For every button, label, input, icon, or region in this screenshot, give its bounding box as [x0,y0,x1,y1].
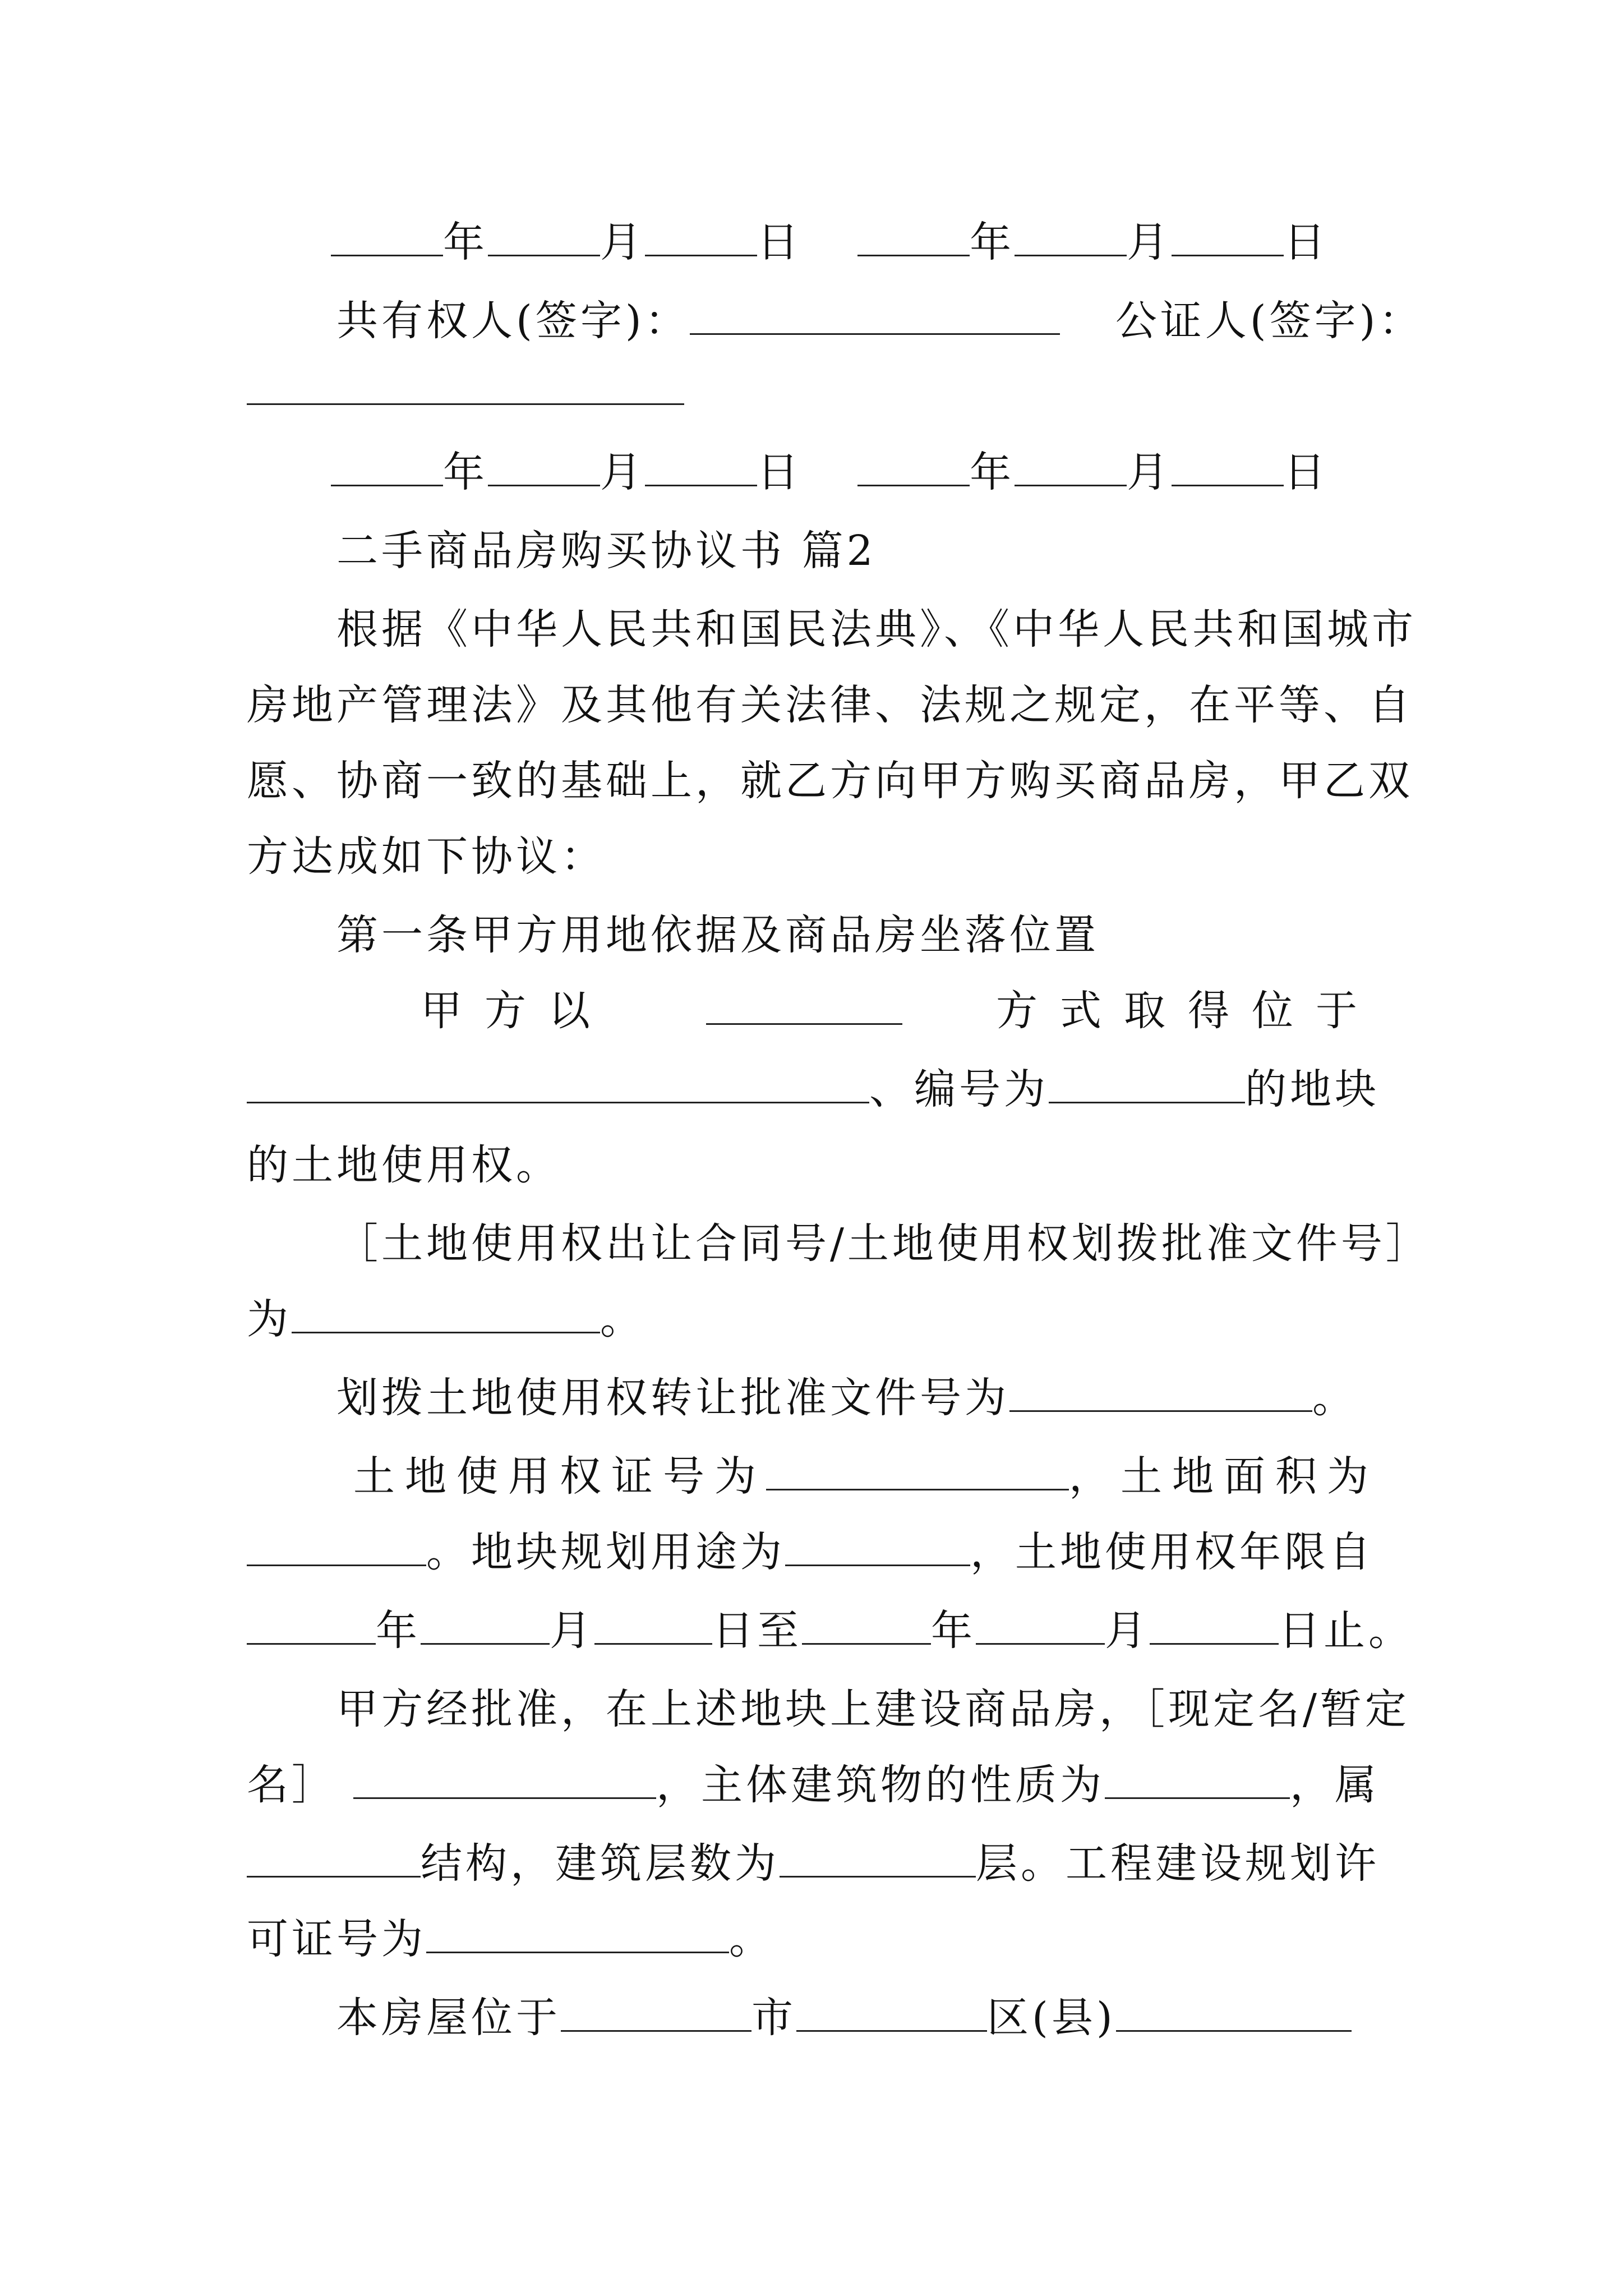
floors-text: 层。工程建设规划许 [976,1839,1380,1888]
day-to-label: 日至 [712,1607,802,1655]
period-text: 。 [1312,1374,1357,1422]
day-label: 日 [757,448,802,496]
section-heading: 二手商品房购买协议书 篇2 [336,527,877,575]
month-label: 月 [550,1607,594,1655]
co-owner-signature-blank [690,329,1060,335]
contract-number-value-line [247,1295,645,1343]
day-label: 日 [1284,448,1329,496]
name-text: 名］ [247,1761,336,1809]
location-line [336,1994,1352,2042]
city-text: 市 [751,1994,796,2042]
signature-row [336,297,1424,345]
month-label: 月 [1127,218,1172,266]
structure-line [247,1839,1380,1888]
day-label: 日 [1284,218,1329,266]
nature-text: ，主体建筑物的性质为 [656,1761,1105,1809]
intro-line-2: 房地产管理法》及其他有关法律、法规之规定，在平等、自 [247,681,1413,729]
district-text: 区(县) [987,1994,1116,2042]
party-a-text: 甲方以 [421,987,612,1035]
notary-signature-blank [247,399,684,405]
number-text: 、编号为 [869,1065,1049,1114]
year-label: 年 [376,1607,421,1655]
cert-text: 土地使用权证号为 [353,1452,766,1501]
usage-line [247,1528,1374,1576]
period-text: 。 [600,1295,645,1343]
period-text: 。 [729,1915,774,1963]
signature-date-row-1 [331,218,1329,266]
build-line: 甲方经批准，在上述地块上建设商品房，［现定名/暂定 [336,1685,1410,1733]
year-label: 年 [931,1607,976,1655]
belong-text: ，属 [1290,1761,1380,1809]
usage-text: 。地块规划用途为 [426,1528,785,1576]
signature-date-row-2 [331,448,1329,496]
month-label: 月 [1105,1607,1150,1655]
intro-line-3: 愿、协商一致的基础上，就乙方向甲方购买商品房，甲乙双 [247,757,1413,805]
day-end-label: 日止。 [1279,1607,1413,1655]
intro-line-1: 根据《中华人民共和国民法典》、《中华人民共和国城市 [336,605,1417,654]
term-dates-line [247,1607,1413,1655]
transfer-text: 划拨土地使用权转让批准文件号为 [336,1374,1009,1422]
area-text: ，土地面积为 [1069,1452,1378,1501]
obtain-text: 方式取得位于 [996,987,1380,1035]
year-label: 年 [443,218,488,266]
article-1-title: 第一条甲方用地依据及商品房坐落位置 [336,911,1099,959]
land-cert-line [353,1452,1378,1501]
permit-line [247,1915,774,1963]
month-label: 月 [600,218,645,266]
name-line [247,1761,1380,1809]
wei-text: 为 [247,1295,292,1343]
year-label: 年 [443,448,488,496]
month-label: 月 [600,448,645,496]
month-label: 月 [1127,448,1172,496]
transfer-approval-line [336,1374,1357,1422]
notary-signature-blank-row [247,370,684,412]
article-1-line-1 [421,987,1380,1035]
structure-text: 结构，建筑层数为 [421,1839,780,1888]
year-label: 年 [970,448,1015,496]
intro-line-4: 方达成如下协议： [247,832,606,881]
article-1-line-2 [247,1065,1380,1114]
plot-text: 的地块 [1245,1065,1380,1114]
year-label: 年 [970,218,1015,266]
term-text: ，土地使用权年限自 [970,1528,1374,1576]
notary-label: 公证人(签字)： [1115,297,1424,345]
located-text: 本房屋位于 [336,1994,561,2042]
contract-number-line: ［土地使用权出让合同号/土地使用权划拨批准文件号］ [336,1220,1431,1268]
article-1-line-3: 的土地使用权。 [247,1141,561,1189]
co-owner-label: 共有权人(签字)： [336,297,690,345]
permit-text: 可证号为 [247,1915,426,1963]
day-label: 日 [757,218,802,266]
